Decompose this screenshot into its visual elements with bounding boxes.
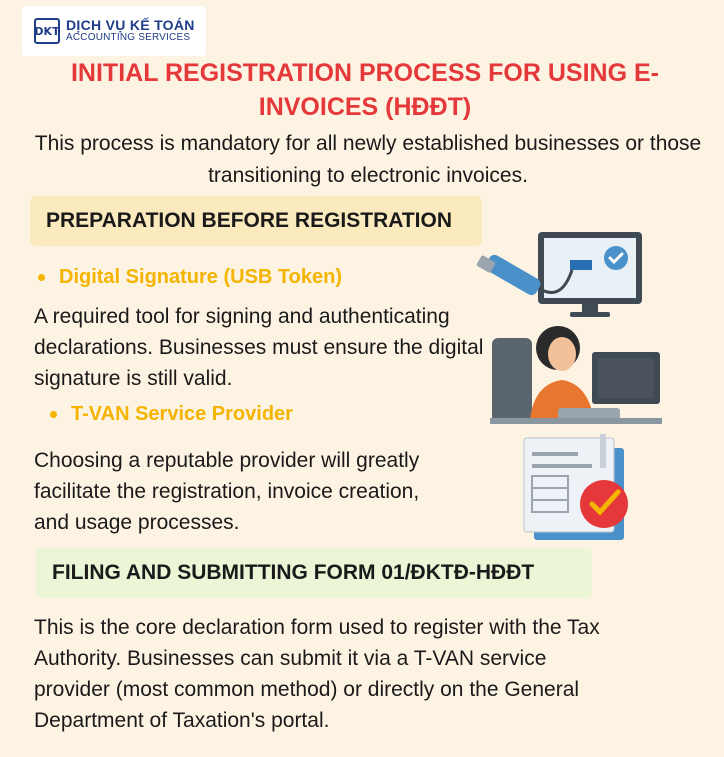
- person-at-computer-icon: [490, 326, 662, 424]
- filing-description: This is the core declaration form used to register with the Tax Authority. Businesses can submit it via a T-VAN service provider (most common method) or directly on the General Department of Taxation's portal.: [34, 616, 600, 732]
- bullet-label: T-VAN Service Provider: [71, 403, 293, 425]
- bullet-tvan-provider: [50, 403, 293, 426]
- bullet-dot-icon: [38, 274, 45, 281]
- page-title: INITIAL REGISTRATION PROCESS FOR USING E-INVOICES (HĐĐT): [70, 59, 659, 121]
- preparation-heading: PREPARATION BEFORE REGISTRATION: [30, 196, 482, 246]
- digital-signature-description: A required tool for signing and authenticating declarations. Businesses must ensure the digital signature is still valid.: [34, 305, 484, 390]
- filing-heading: FILING AND SUBMITTING FORM 01/ĐKTĐ-HĐĐT: [36, 548, 592, 598]
- registration-illustration: [470, 220, 670, 550]
- logo-name: DỊCH VỤ KẾ TOÁN: [66, 17, 195, 34]
- bullet-label: Digital Signature (USB Token): [59, 266, 342, 288]
- logo-text: [66, 18, 195, 43]
- logo-mark-icon: DKT: [34, 18, 60, 44]
- logo-tagline: ACCOUNTING SERVICES: [66, 32, 191, 44]
- document-checkmark-icon: [524, 434, 628, 540]
- tvan-provider-description: Choosing a reputable provider will greatly facilitate the registration, invoice creation, and usage processes.: [34, 449, 420, 534]
- intro-text: This process is mandatory for all newly established businesses or those transitioning to electronic invoices.: [34, 132, 702, 187]
- bullet-digital-signature: [38, 266, 342, 289]
- company-logo: [22, 6, 206, 56]
- monitor-checkmark-icon: [538, 232, 642, 317]
- bullet-dot-icon: [50, 411, 57, 418]
